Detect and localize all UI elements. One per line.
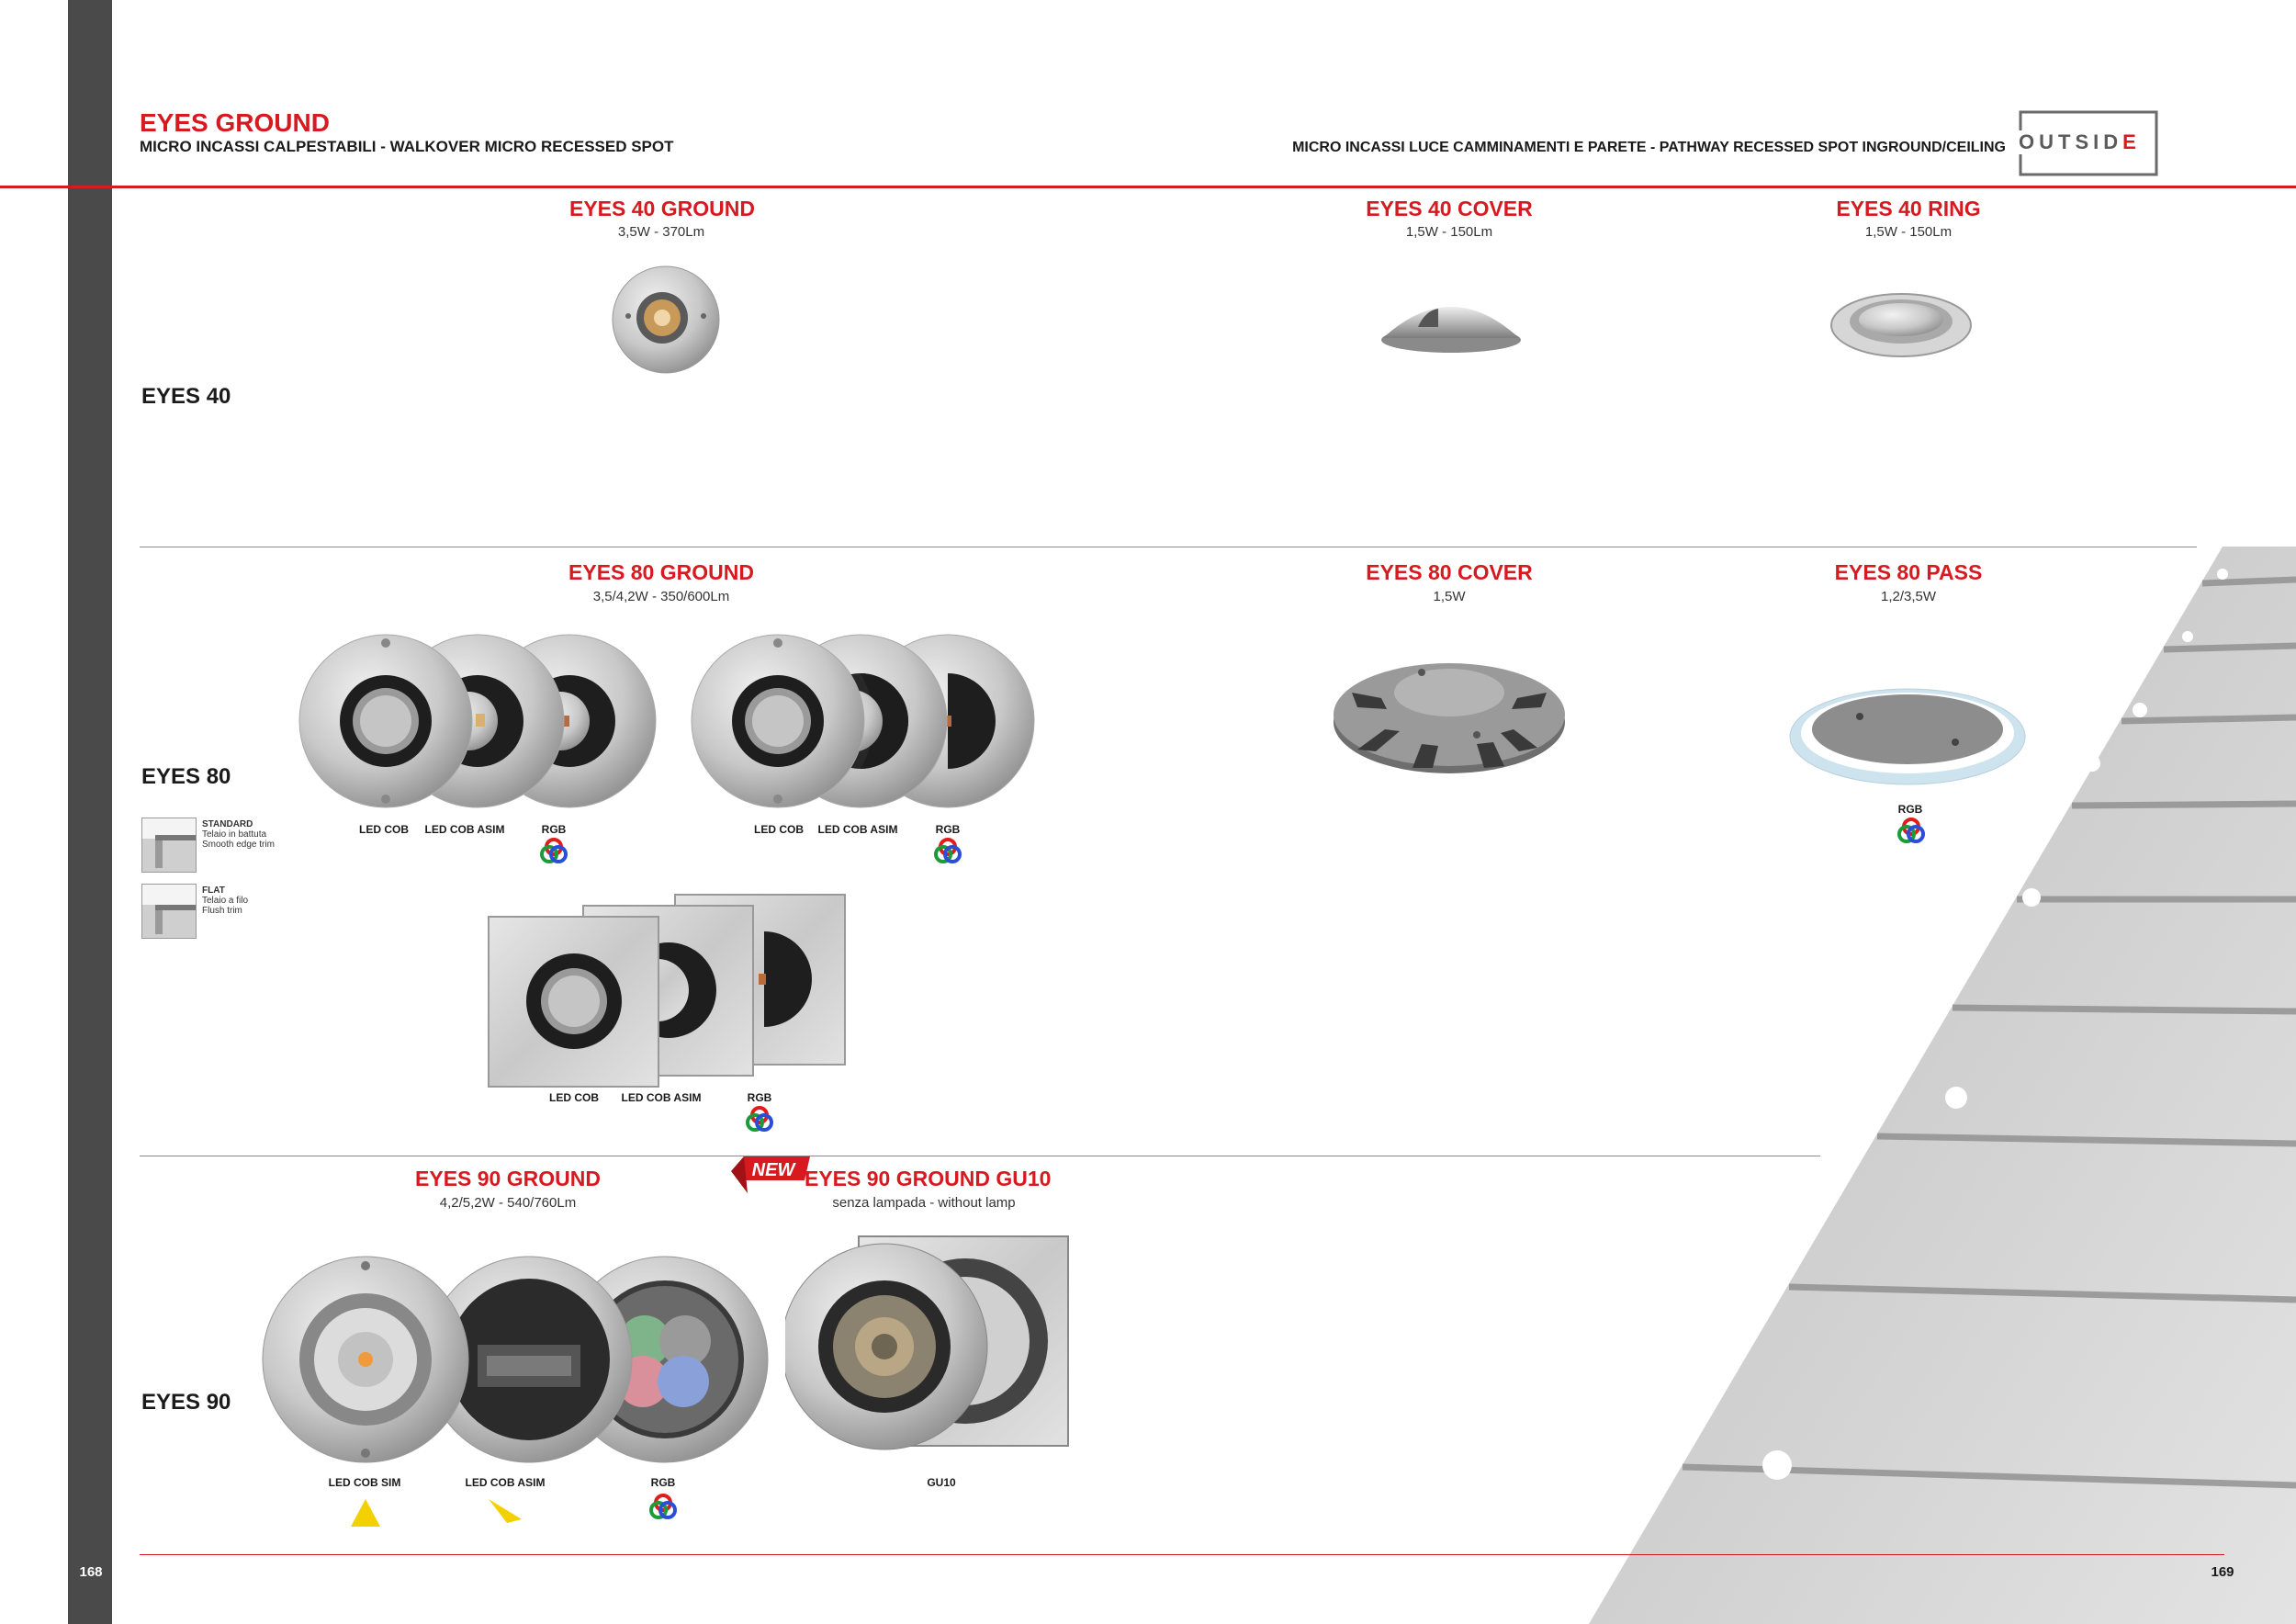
product-title-eyes90-ground-gu10: EYES 90 GROUND GU10 [805, 1167, 1052, 1190]
rgb-color-wheel-icon [746, 1106, 773, 1133]
product-spec-eyes90-ground-gu10: senza lampada - without lamp [832, 1195, 1016, 1211]
symmetric-beam-icon [349, 1497, 382, 1528]
variant-label: RGB [747, 1091, 772, 1104]
variant-label: LED COB [754, 823, 804, 836]
outside-logo: OUTSIDE [2002, 110, 2158, 176]
variant-label: LED COB [359, 823, 409, 836]
footer-rule [140, 1554, 2224, 1555]
variant-label: LED COB [549, 1091, 599, 1104]
page-side-bar [68, 0, 112, 1624]
product-spec-eyes80-pass: 1,2/3,5W [1880, 589, 1937, 604]
svg-text:NEW: NEW [751, 1160, 795, 1180]
product-title-eyes80-ground: EYES 80 GROUND [568, 560, 754, 584]
page-title: EYES GROUND [140, 108, 330, 137]
eyes80-square-image [487, 893, 850, 1088]
new-badge-icon [726, 1153, 814, 1195]
product-spec-eyes40-cover: 1,5W - 150Lm [1405, 224, 1493, 240]
eyes40-cover-image [1378, 285, 1525, 358]
variant-label: LED COB ASIM [817, 823, 898, 836]
standard-trim-diagram [141, 818, 197, 873]
page-subtitle-left: MICRO INCASSI CALPESTABILI - WALKOVER MICRO RECESSED SPOT [140, 138, 674, 155]
header-rule [0, 186, 2296, 188]
variant-label: RGB [541, 823, 567, 836]
variant-label: LED COB ASIM [424, 823, 505, 836]
page-number-left: 168 [79, 1564, 103, 1580]
flat-trim-diagram [141, 884, 197, 939]
eyes90-ground-gu10-image [785, 1233, 1072, 1468]
eyes80-round-flat-image [691, 629, 1040, 813]
eyes80-cover-image [1330, 652, 1569, 781]
variant-label: RGB [935, 823, 961, 836]
eyes90-ground-image [259, 1253, 773, 1466]
rgb-color-wheel-icon [649, 1494, 677, 1521]
eyes80-pass-image [1786, 678, 2030, 788]
eyes80-round-standard-image [294, 629, 657, 813]
product-spec-eyes40-ring: 1,5W - 150Lm [1864, 224, 1953, 240]
variant-label: GU10 [927, 1476, 956, 1489]
asymmetric-beam-icon [487, 1497, 523, 1525]
standard-trim-text: STANDARD Telaio in battuta Smooth edge trim [202, 819, 275, 850]
variant-label: LED COB ASIM [465, 1476, 546, 1489]
product-title-eyes40-ground: EYES 40 GROUND [569, 197, 755, 220]
eyes40-ring-image [1828, 285, 1975, 358]
flat-trim-text: FLAT Telaio a filo Flush trim [202, 885, 249, 916]
section-label-eyes90: EYES 90 [141, 1390, 231, 1415]
product-spec-eyes40-ground: 3,5W - 370Lm [617, 224, 705, 240]
rgb-color-wheel-icon [540, 838, 568, 865]
variant-label: RGB [650, 1476, 676, 1489]
product-spec-eyes80-cover: 1,5W [1433, 589, 1466, 604]
product-title-eyes40-cover: EYES 40 COVER [1366, 197, 1533, 220]
page-subtitle-right: MICRO INCASSI LUCE CAMMINAMENTI E PARETE - PATHWAY RECESSED SPOT INGROUND/CEILING [1292, 140, 2006, 155]
product-spec-eyes90-ground: 4,2/5,2W - 540/760Lm [439, 1195, 577, 1211]
product-title-eyes80-cover: EYES 80 COVER [1366, 560, 1533, 584]
rgb-color-wheel-icon [934, 838, 962, 865]
section-label-eyes40: EYES 40 [141, 384, 231, 409]
product-title-eyes80-pass: EYES 80 PASS [1834, 560, 1983, 584]
product-spec-eyes80-ground: 3,5/4,2W - 350/600Lm [592, 589, 730, 604]
eyes40-ground-image [611, 265, 721, 375]
section-label-eyes80: EYES 80 [141, 764, 231, 789]
product-title-eyes90-ground: EYES 90 GROUND [415, 1167, 601, 1190]
product-title-eyes40-ring: EYES 40 RING [1836, 197, 1981, 220]
page-number-right: 169 [2211, 1564, 2234, 1580]
variant-label: LED COB ASIM [621, 1091, 702, 1104]
variant-label: LED COB SIM [328, 1476, 401, 1489]
variant-label: RGB [1897, 803, 1923, 816]
rgb-color-wheel-icon [1897, 818, 1925, 845]
